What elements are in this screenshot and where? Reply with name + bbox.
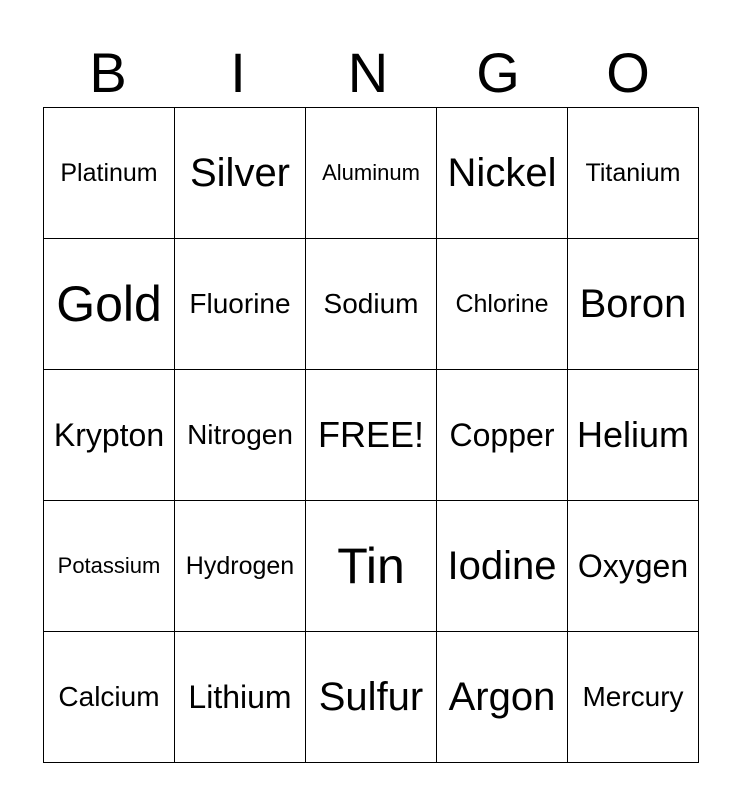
header-letter-o: O xyxy=(606,41,650,104)
bingo-row xyxy=(44,239,699,370)
bingo-cell[interactable]: Tin xyxy=(306,501,437,632)
bingo-row xyxy=(44,632,699,763)
bingo-row xyxy=(44,108,699,239)
bingo-cell[interactable]: Krypton xyxy=(44,370,175,501)
bingo-cell[interactable]: Hydrogen xyxy=(175,501,306,632)
bingo-cell[interactable]: Lithium xyxy=(175,632,306,763)
bingo-cell[interactable]: Iodine xyxy=(437,501,568,632)
bingo-row xyxy=(44,370,699,501)
bingo-header xyxy=(43,38,693,108)
bingo-cell[interactable]: Copper xyxy=(437,370,568,501)
bingo-cell[interactable]: Nickel xyxy=(437,108,568,239)
bingo-cell[interactable]: Chlorine xyxy=(437,239,568,370)
bingo-cell[interactable]: Gold xyxy=(44,239,175,370)
bingo-card-grid xyxy=(43,107,699,763)
bingo-cell[interactable]: Boron xyxy=(568,239,699,370)
bingo-cell[interactable]: Nitrogen xyxy=(175,370,306,501)
bingo-cell[interactable]: Sodium xyxy=(306,239,437,370)
header-letter-n: N xyxy=(347,41,389,104)
free-space-cell[interactable]: FREE! xyxy=(306,370,437,501)
header-letter-b: B xyxy=(89,41,127,104)
bingo-cell[interactable]: Potassium xyxy=(44,501,175,632)
bingo-row xyxy=(44,501,699,632)
bingo-cell[interactable]: Sulfur xyxy=(306,632,437,763)
bingo-cell[interactable]: Titanium xyxy=(568,108,699,239)
bingo-cell[interactable]: Calcium xyxy=(44,632,175,763)
header-letter-i: I xyxy=(230,41,246,104)
bingo-cell[interactable]: Platinum xyxy=(44,108,175,239)
bingo-cell[interactable]: Silver xyxy=(175,108,306,239)
bingo-cell[interactable]: Aluminum xyxy=(306,108,437,239)
bingo-cell[interactable]: Argon xyxy=(437,632,568,763)
bingo-cell[interactable]: Oxygen xyxy=(568,501,699,632)
header-letter-g: G xyxy=(476,41,520,104)
bingo-cell[interactable]: Mercury xyxy=(568,632,699,763)
bingo-cell[interactable]: Helium xyxy=(568,370,699,501)
bingo-cell[interactable]: Fluorine xyxy=(175,239,306,370)
